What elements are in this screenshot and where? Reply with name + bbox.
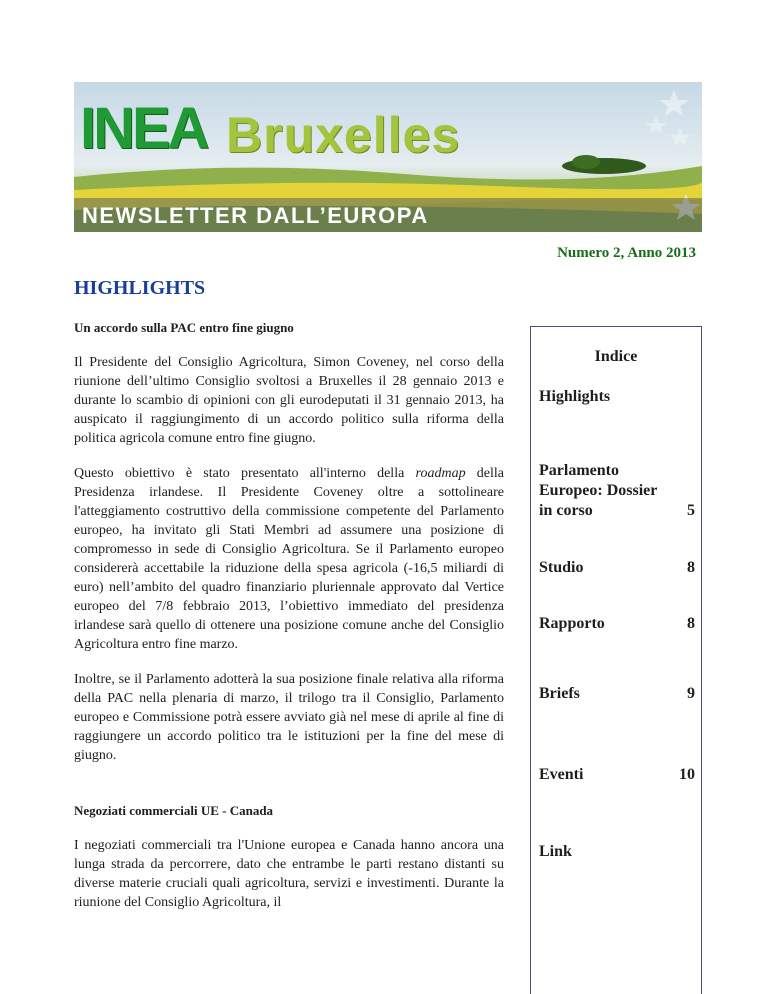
index-entry-link[interactable]: Link <box>539 843 572 860</box>
article-paragraph: Il Presidente del Consiglio Agricoltura, Simon Coveney, nel corso della riunione dell’ultimo Consiglio svoltosi a Bruxelles il 28 gennaio 2013 e durante lo scambio di opinioni con gli eurodeputati il 31 gennaio 2013, ha auspicato il raggiungimento di un accordo politico sulla riforma della politica agricola comune entro fine giugno. <box>74 355 504 446</box>
index-entry-parlamento-europeo[interactable]: Parlamento Europeo: Dossier in corso 5 <box>539 462 695 519</box>
newsletter-subtitle: NEWSLETTER DALL’EUROPA <box>82 203 429 228</box>
inea-logo: INEA <box>80 96 207 161</box>
issue-number: Numero 2, Anno 2013 <box>557 245 696 261</box>
roadmap-term: roadmap <box>415 466 466 481</box>
banner-subtitle-bar <box>74 198 702 232</box>
article-title: Un accordo sulla PAC entro fine giugno <box>74 320 294 335</box>
main-column <box>74 318 504 928</box>
index-entry-briefs[interactable]: Briefs 9 <box>539 685 695 702</box>
newsletter-banner <box>74 82 702 232</box>
bruxelles-logo: Bruxelles <box>226 107 461 163</box>
index-entry-highlights[interactable]: Highlights <box>539 388 611 405</box>
article-paragraph: I negoziati commerciali tra l'Unione europea e Canada hanno ancora una lunga strada da percorrere, dato che entrambe le parti restano distanti su diverse materie cruciali quali agricoltura, servizi e investimenti. Durante la riunione del Consiglio Agricoltura, il <box>74 838 504 910</box>
index-entry-eventi[interactable]: Eventi 10 <box>539 766 695 783</box>
article-title: Negoziati commerciali UE - Canada <box>74 803 274 818</box>
index-entry-studio[interactable]: Studio 8 <box>539 559 695 576</box>
section-title: HIGHLIGHTS <box>74 277 206 299</box>
index-entry-rapporto[interactable]: Rapporto 8 <box>539 615 695 632</box>
article-paragraph: Questo obiettivo è stato presentato all'interno della roadmap della Presidenza irlandese. Il Presidente Coveney oltre a sottolineare l'atteggiamento costruttivo della commissione competente del Parlamento europeo, ha invitato gli Stati Membri ad assumere una posizione di compromesso in sede di Consiglio Agricoltura. Se il Parlamento europeo considererà accettabile la riduzione della spesa agricola (-16,5 miliardi di euro) nell’ambito del quadro finanziario pluriennale approvato dal Vertice europeo del 7/8 febbraio 2013, l’obiettivo immediato del presidenza irlandese sarà quello di ottenere una posizione comune anche del Consiglio Agricoltura entro fine marzo. <box>74 466 505 652</box>
index-title: Indice <box>594 348 638 365</box>
index-box <box>530 326 702 994</box>
article-paragraph: Inoltre, se il Parlamento adotterà la sua posizione finale relativa alla riforma della PAC nella plenaria di marzo, il trilogo tra il Consiglio, Parlamento europeo e Commissione potrà essere avviato già nel mese di aprile al fine di raggiungere un accordo politico tra le istituzioni per la fine del mese di giugno. <box>74 672 504 763</box>
